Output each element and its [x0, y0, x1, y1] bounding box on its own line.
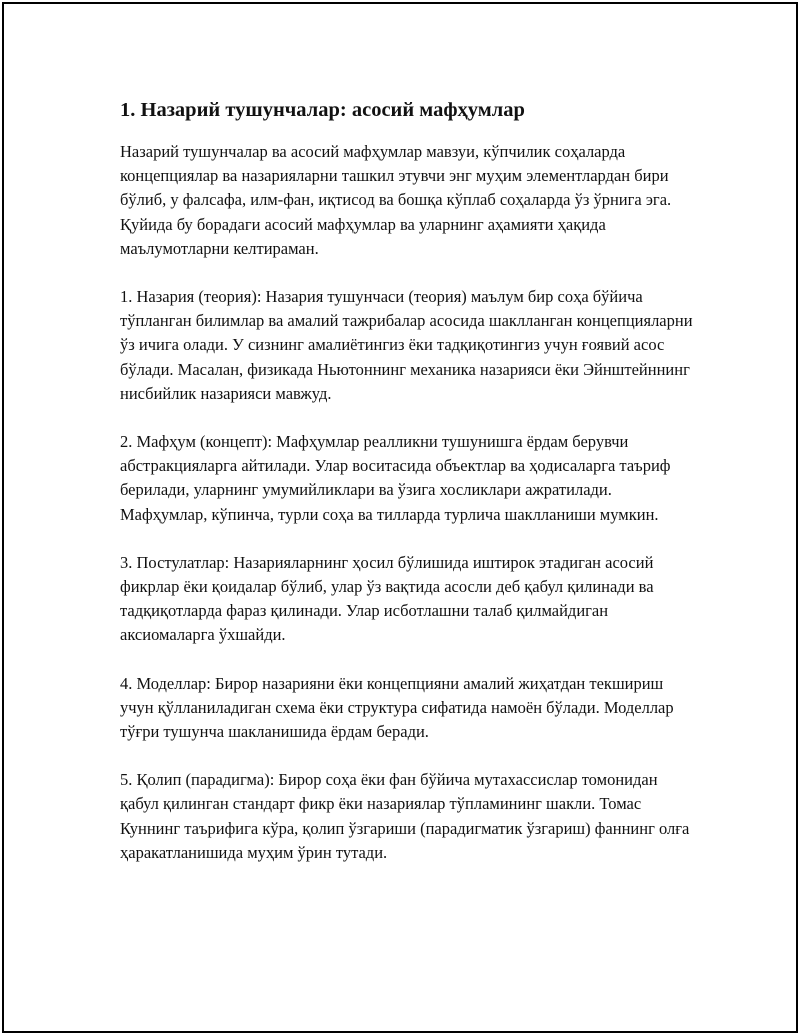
- intro-paragraph: Назарий тушунчалар ва асосий мафҳумлар мавзуи, кўпчилик соҳаларда концепциялар ва назарияларни ташкил этувчи энг муҳим элементлардан бири бўлиб, у фалсафа, илм-фан, иқтисод ва бошқа кўплаб соҳаларда ўз ўрнига эга. Қуйида бу борадаги асосий мафҳумлар ва уларнинг аҳамияти ҳақида маълумотларни келтираман.: [120, 142, 672, 258]
- document-page: [2, 2, 798, 1033]
- concept-paragraph: 2. Мафҳум (концепт): Мафҳумлар реалликни тушунишга ёрдам берувчи абстракцияларга айтилади. Улар воситасида объектлар ва ҳодисаларга таъриф берилади, уларнинг умумийликлари ва ўзига хосликлари ажратилади. Мафҳумлар, кўпинча, турли соҳа ва тилларда турлича шаклланиши мумкин.: [120, 432, 671, 524]
- document-content: [120, 96, 700, 865]
- paradigm-paragraph: 5. Қолип (парадигма): Бирор соҳа ёки фан бўйича мутахассислар томонидан қабул қилинган стандарт фикр ёки назариялар тўпламининг шакли. Томас Куннинг таърифига кўра, қолип ўзгариши (парадигматик ўзгариш) фаннинг олға ҳаракатланишида муҳим ўрин тутади.: [120, 770, 690, 862]
- section-heading: 1. Назарий тушунчалар: асосий мафҳумлар: [120, 99, 525, 121]
- postulates-paragraph: 3. Постулатлар: Назарияларнинг ҳосил бўлишида иштирок этадиган асосий фикрлар ёки қоидалар бўлиб, улар ўз вақтида асосли деб қабул қилинади ва тадқиқотларда фараз қилинади. Улар исботлашни талаб қилмайдиган аксиомаларга ўхшайди.: [120, 552, 654, 645]
- models-paragraph: 4. Моделлар: Бирор назарияни ёки концепцияни амалий жиҳатдан текшириш учун қўлланиладиган схема ёки структура сифатида намоён бўлади. Моделлар тўғри тушунча шакланишида ёрдам беради.: [120, 673, 674, 742]
- theory-paragraph: 1. Назария (теория): Назария тушунчаси (теория) маълум бир соҳа бўйича тўпланган билимлар ва амалий тажрибалар асосида шаклланган концепцияларни ўз ичига олади. У сизнинг амалиётингиз ёки тадқиқотингиз учун ғоявий асос бўлади. Масалан, физикада Ньютоннинг механика назарияси ёки Эйнштейннинг нисбийлик назарияси мавжуд.: [120, 287, 693, 403]
